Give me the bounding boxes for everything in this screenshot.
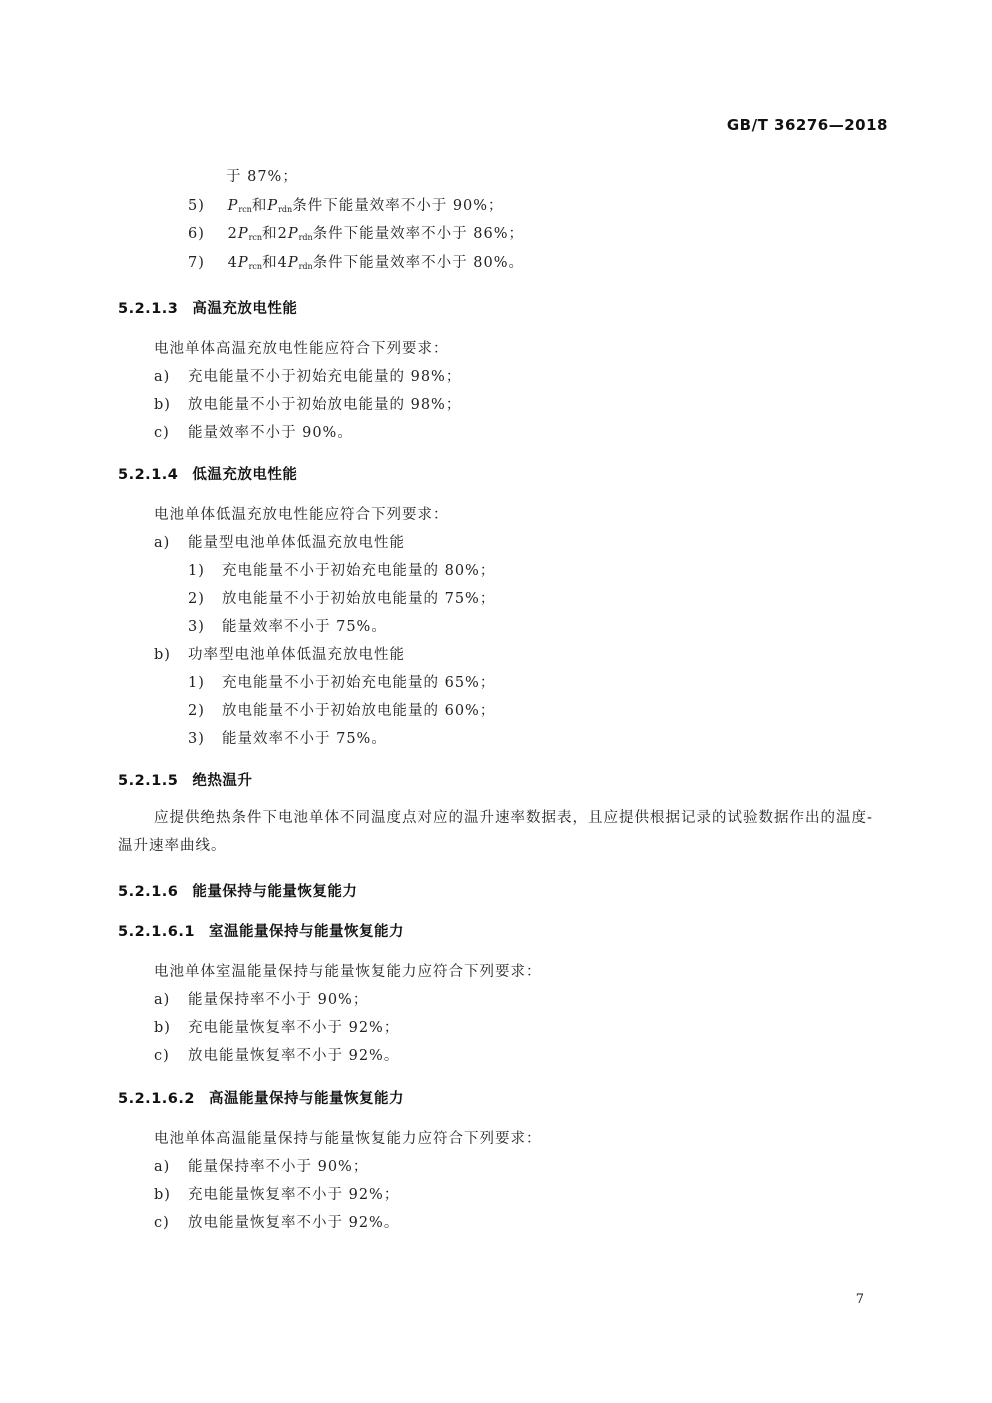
sub-list-item <box>188 671 495 692</box>
section-heading <box>118 880 357 901</box>
section-title: 高温充放电性能 <box>192 301 298 317</box>
power-symbol: P <box>287 226 299 242</box>
item-text: 充电能量不小于初始充电能量的 98%； <box>188 369 462 385</box>
list-item <box>154 988 368 1009</box>
section-title: 室温能量保持与能量恢复能力 <box>208 924 404 940</box>
item-number: c) <box>154 1215 170 1231</box>
section-heading <box>118 920 404 941</box>
list-item <box>154 1044 399 1065</box>
conjunction: 和 <box>251 198 268 214</box>
item-number: b) <box>154 397 171 413</box>
section-heading <box>118 1087 404 1108</box>
item-text: 充电能量恢复率不小于 92%； <box>188 1020 400 1036</box>
conjunction: 和 <box>262 255 278 271</box>
item-text: 功率型电池单体低温充放电性能 <box>188 647 405 663</box>
subscript: rcn <box>238 205 252 214</box>
list-item <box>154 393 461 414</box>
continued-line: 于 87%； <box>226 169 298 185</box>
list-item <box>154 365 461 386</box>
item-text: 条件下能量效率不小于 90%； <box>292 198 504 214</box>
item-text: 能量效率不小于 75%。 <box>222 731 387 747</box>
section-intro: 电池单体低温充放电性能应符合下列要求： <box>154 507 449 523</box>
section-heading <box>118 297 297 318</box>
section-intro: 电池单体高温能量保持与能量恢复能力应符合下列要求： <box>154 1131 542 1147</box>
section-heading <box>118 769 252 790</box>
section-title: 低温充放电性能 <box>192 467 298 483</box>
subscript: rdn <box>298 233 313 242</box>
power-symbol: P <box>227 198 239 214</box>
list-item <box>188 251 524 272</box>
sub-list-item <box>188 615 387 636</box>
item-text: 放电能量恢复率不小于 92%。 <box>188 1215 400 1231</box>
item-number: 3) <box>188 731 205 747</box>
item-text: 放电能量恢复率不小于 92%。 <box>188 1048 400 1064</box>
section-paragraph: 应提供绝热条件下电池单体不同温度点对应的温升速率数据表，且应提供根据记录的试验数据作出的温度-温升速率曲线。 <box>118 810 873 854</box>
subscript: rcn <box>248 262 263 271</box>
item-text: 能量保持率不小于 90%； <box>188 992 369 1008</box>
list-item <box>154 1211 399 1232</box>
item-text: 放电能量不小于初始放电能量的 75%； <box>222 591 496 607</box>
item-number: b) <box>154 1187 171 1203</box>
conjunction: 和 <box>262 226 278 242</box>
item-number: 2) <box>188 703 205 719</box>
item-number: 5) <box>188 198 205 214</box>
list-item <box>154 531 405 552</box>
item-text: 放电能量不小于初始放电能量的 98%； <box>188 397 462 413</box>
power-symbol: P <box>267 198 279 214</box>
list-item <box>154 1016 399 1037</box>
list-item <box>154 1183 399 1204</box>
item-text: 能量保持率不小于 90%； <box>188 1159 369 1175</box>
item-number: 1) <box>188 675 205 691</box>
coefficient: 4 <box>277 255 288 271</box>
item-text: 能量效率不小于 90%。 <box>188 425 353 441</box>
item-number: b) <box>154 1020 171 1036</box>
subscript: rcn <box>248 233 263 242</box>
item-text: 条件下能量效率不小于 80%。 <box>312 255 525 271</box>
item-text: 能量型电池单体低温充放电性能 <box>188 535 405 551</box>
section-number: 5.2.1.4 <box>118 467 179 483</box>
section-number: 5.2.1.6.2 <box>118 1091 195 1107</box>
section-heading <box>118 463 297 484</box>
subscript: rdn <box>298 262 313 271</box>
coefficient: 2 <box>277 226 288 242</box>
page-number: 7 <box>855 1292 864 1307</box>
document-code: GB/T 36276—2018 <box>726 116 888 134</box>
item-number: a) <box>154 1159 171 1175</box>
list-item <box>188 194 504 215</box>
item-text: 条件下能量效率不小于 86%； <box>312 226 525 242</box>
section-title: 绝热温升 <box>192 773 253 789</box>
power-symbol: P <box>237 226 249 242</box>
item-number: a) <box>154 535 171 551</box>
list-item <box>188 222 524 243</box>
list-item <box>154 421 353 442</box>
coefficient: 2 <box>227 226 238 242</box>
sub-list-item <box>188 727 387 748</box>
item-number: a) <box>154 369 171 385</box>
item-number: 2) <box>188 591 205 607</box>
section-title: 能量保持与能量恢复能力 <box>192 884 358 900</box>
item-number: a) <box>154 992 171 1008</box>
item-number: 1) <box>188 563 205 579</box>
item-number: c) <box>154 425 170 441</box>
subscript: rdn <box>278 205 293 214</box>
section-intro: 电池单体高温充放电性能应符合下列要求： <box>154 341 449 357</box>
section-number: 5.2.1.6 <box>118 884 179 900</box>
sub-list-item <box>188 699 495 720</box>
coefficient: 4 <box>227 255 238 271</box>
item-number: 6) <box>188 226 205 242</box>
item-number: b) <box>154 647 171 663</box>
sub-list-item <box>188 587 495 608</box>
item-text: 能量效率不小于 75%。 <box>222 619 387 635</box>
sub-list-item <box>188 559 495 580</box>
item-text: 充电能量不小于初始充电能量的 65%； <box>222 675 496 691</box>
power-symbol: P <box>287 255 299 271</box>
section-number: 5.2.1.5 <box>118 773 179 789</box>
list-item <box>154 643 405 664</box>
item-text: 充电能量恢复率不小于 92%； <box>188 1187 400 1203</box>
item-number: 3) <box>188 619 205 635</box>
list-item <box>154 1155 368 1176</box>
section-title: 高温能量保持与能量恢复能力 <box>208 1091 404 1107</box>
section-number: 5.2.1.3 <box>118 301 179 317</box>
item-number: 7) <box>188 255 205 271</box>
power-symbol: P <box>237 255 249 271</box>
item-text: 充电能量不小于初始充电能量的 80%； <box>222 563 496 579</box>
item-number: c) <box>154 1048 170 1064</box>
item-text: 放电能量不小于初始放电能量的 60%； <box>222 703 496 719</box>
section-number: 5.2.1.6.1 <box>118 924 195 940</box>
section-intro: 电池单体室温能量保持与能量恢复能力应符合下列要求： <box>154 964 542 980</box>
